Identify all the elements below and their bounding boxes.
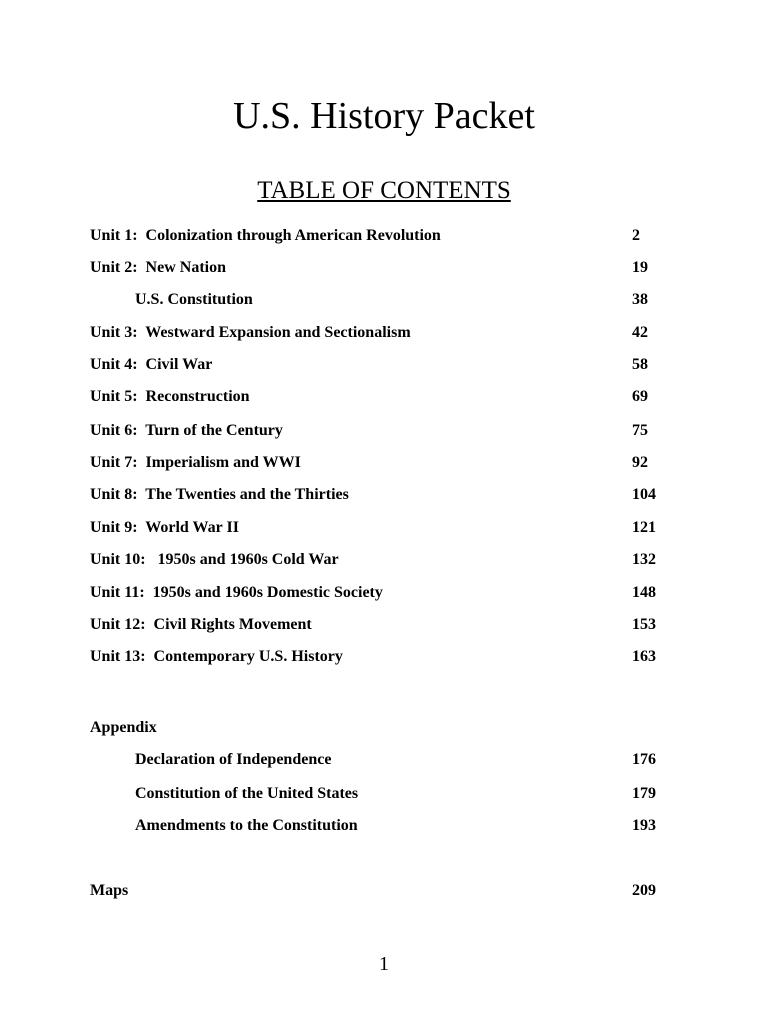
toc-entry-page: 209 (632, 882, 656, 899)
toc-entry-amendments (90, 815, 660, 837)
toc-entry-label: Unit 4: Civil War (90, 356, 213, 373)
toc-entry-label: Unit 10: 1950s and 1960s Cold War (90, 551, 339, 568)
toc-entry-unit-13 (90, 646, 660, 668)
toc-entry-label: Unit 7: Imperialism and WWI (90, 454, 301, 471)
toc-entry-unit-11 (90, 582, 660, 604)
toc-entry-label: Unit 12: Civil Rights Movement (90, 616, 312, 633)
toc-entry-page: 19 (632, 259, 648, 276)
toc-entry-unit-3 (90, 322, 660, 344)
toc-entry-label: Unit 2: New Nation (90, 259, 226, 276)
appendix-label: Appendix (90, 719, 157, 736)
toc-entry-page: 42 (632, 324, 648, 341)
toc-entry-label: Amendments to the Constitution (135, 817, 358, 834)
toc-entry-page: 163 (632, 648, 656, 665)
toc-entry-label: Unit 3: Westward Expansion and Sectionalism (90, 324, 411, 341)
toc-entry-label: Unit 11: 1950s and 1960s Domestic Society (90, 584, 383, 601)
toc-entry-page: 2 (632, 227, 640, 244)
page-number: 1 (379, 953, 389, 975)
toc-entry-page: 132 (632, 551, 656, 568)
toc-entry-page: 38 (632, 291, 648, 308)
toc-entry-label: U.S. Constitution (135, 291, 253, 308)
toc-entry-label: Declaration of Independence (135, 751, 332, 768)
toc-entry-maps (90, 880, 660, 902)
toc-entry-unit-1 (90, 225, 660, 247)
toc-entry-unit-12 (90, 614, 660, 636)
toc-entry-page: 179 (632, 785, 656, 802)
toc-entry-us-constitution (90, 289, 660, 311)
toc-entry-label: Unit 9: World War II (90, 519, 239, 536)
toc-entry-page: 104 (632, 486, 656, 503)
toc-entry-label: Unit 1: Colonization through American Revolution (90, 227, 441, 244)
toc-entry-label: Unit 13: Contemporary U.S. History (90, 648, 343, 665)
toc-entry-unit-5 (90, 386, 660, 408)
toc-entry-constitution (90, 783, 660, 805)
toc-entry-declaration (90, 749, 660, 771)
toc-entry-unit-8 (90, 484, 660, 506)
toc-entry-page: 92 (632, 454, 648, 471)
toc-entry-label: Unit 5: Reconstruction (90, 388, 250, 405)
toc-entry-page: 121 (632, 519, 656, 536)
toc-entry-label: Unit 6: Turn of the Century (90, 422, 283, 439)
toc-entry-page: 148 (632, 584, 656, 601)
toc-entry-unit-9 (90, 517, 660, 539)
toc-entry-label: Maps (90, 882, 129, 899)
appendix-heading (90, 717, 660, 739)
toc-entry-unit-7 (90, 452, 660, 474)
toc-entry-unit-4 (90, 354, 660, 376)
toc-entry-page: 58 (632, 356, 648, 373)
toc-entry-page: 193 (632, 817, 656, 834)
toc-entry-page: 153 (632, 616, 656, 633)
toc-entry-page: 75 (632, 422, 648, 439)
toc-entry-page: 176 (632, 751, 656, 768)
toc-entry-unit-10 (90, 549, 660, 571)
toc-entry-page: 69 (632, 388, 648, 405)
toc-entry-label: Unit 8: The Twenties and the Thirties (90, 486, 349, 503)
toc-entry-label: Constitution of the United States (135, 785, 359, 802)
toc-entry-unit-6 (90, 420, 660, 442)
document-title: U.S. History Packet (233, 95, 535, 137)
toc-heading: TABLE OF CONTENTS (257, 177, 511, 204)
toc-entry-unit-2 (90, 257, 660, 279)
